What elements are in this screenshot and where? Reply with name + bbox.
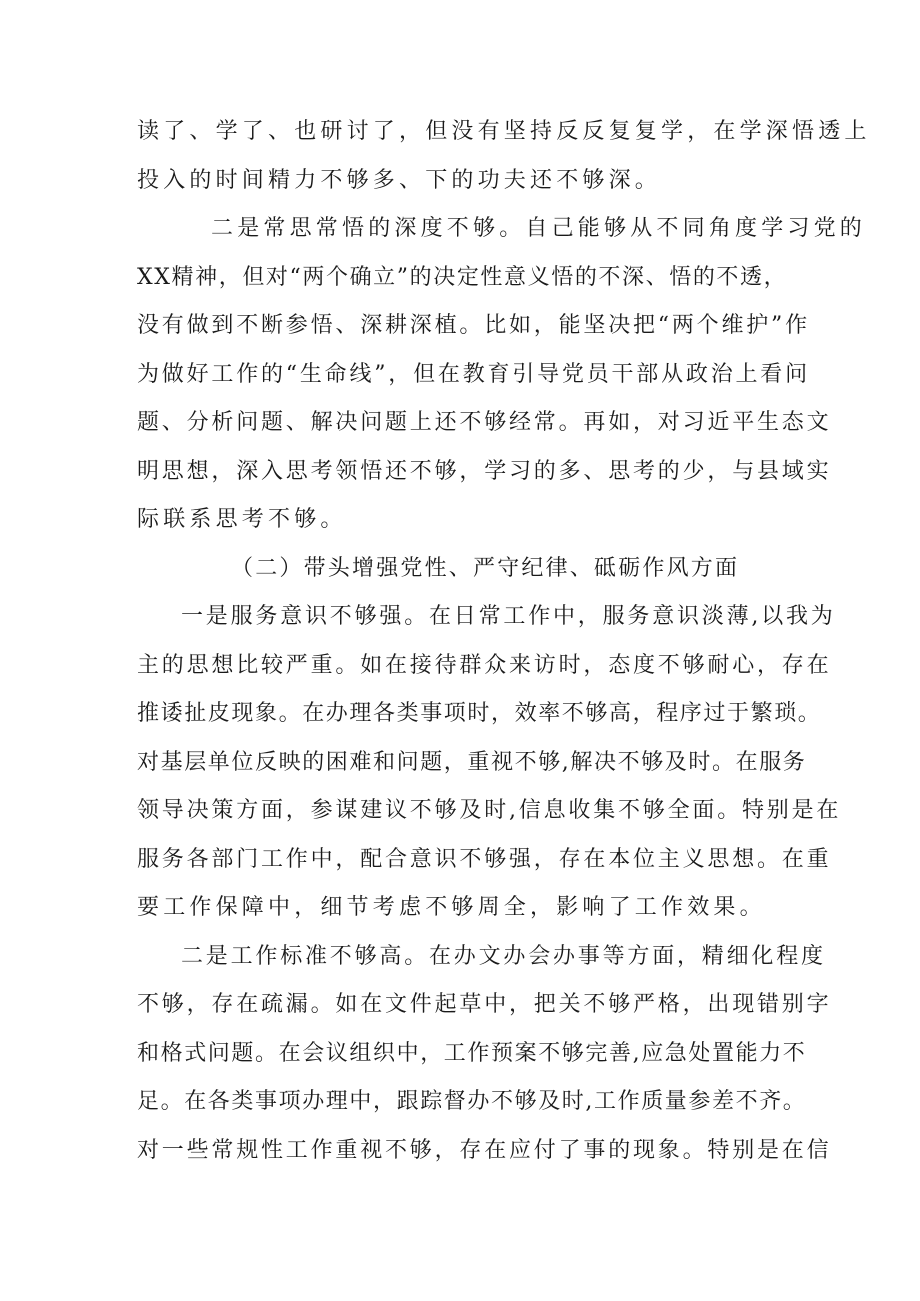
text-line: 不够，存在疏漏。如在文件起草中，把关不够严格，出现错别字 bbox=[137, 992, 832, 1017]
paragraph-start-line: 二是工作标准不够高。在办文办会办事等方面，精细化程度 bbox=[181, 943, 826, 969]
section-heading: （二）带头增强党性、严守纪律、砥砺作风方面 bbox=[231, 555, 740, 581]
text-line: XX精神，但对“两个确立”的决定性意义悟的不深、悟的不透， bbox=[137, 264, 788, 290]
document-body bbox=[137, 108, 871, 1175]
text-line: 和格式问题。在会议组织中，工作预案不够完善,应急处置能力不 bbox=[137, 1040, 807, 1066]
text-line: 要工作保障中，细节考虑不够周全，影响了工作效果。 bbox=[137, 895, 766, 920]
text-line: 投入的时间精力不够多、下的功夫还不够深。 bbox=[137, 167, 662, 193]
text-line: 为做好工作的“生命线”，但在教育引导党员干部从政治上看问 bbox=[137, 361, 810, 387]
paragraph-start-line: 一是服务意识不够强。在日常工作中，服务意识淡薄,以我为 bbox=[181, 604, 836, 629]
text-line: 际联系思考不够。 bbox=[137, 507, 347, 532]
text-line: 没有做到不断参悟、深耕深植。比如，能坚决把“两个维护”作 bbox=[137, 313, 810, 338]
text-line: 领导决策方面，参谋建议不够及时,信息收集不够全面。特别是在 bbox=[137, 798, 842, 823]
paragraph-start-line: 二是常思常悟的深度不够。自己能够从不同角度学习党的 bbox=[211, 216, 867, 241]
text-line: 对一些常规性工作重视不够，存在应付了事的现象。特别是在信 bbox=[137, 1137, 832, 1163]
text-line: 读了、学了、也研讨了，但没有坚持反反复复学，在学深悟透上 bbox=[137, 119, 871, 144]
text-line: 题、分析问题、解决问题上还不够经常。再如，对习近平生态文 bbox=[137, 410, 832, 435]
text-line: 服务各部门工作中，配合意识不够强，存在本位主义思想。在重 bbox=[137, 846, 832, 872]
text-line: 足。在各类事项办理中，跟踪督办不够及时,工作质量参差不齐。 bbox=[137, 1089, 807, 1114]
text-line: 推诿扯皮现象。在办理各类事项时，效率不够高，程序过于繁琐。 bbox=[137, 701, 822, 726]
text-line: 明思想，深入思考领悟还不够，学习的多、思考的少，与县域实 bbox=[137, 458, 832, 484]
text-line: 主的思想比较严重。如在接待群众来访时，态度不够耐心，存在 bbox=[137, 652, 832, 678]
text-line: 对基层单位反映的困难和问题，重视不够,解决不够及时。在服务 bbox=[137, 749, 807, 775]
